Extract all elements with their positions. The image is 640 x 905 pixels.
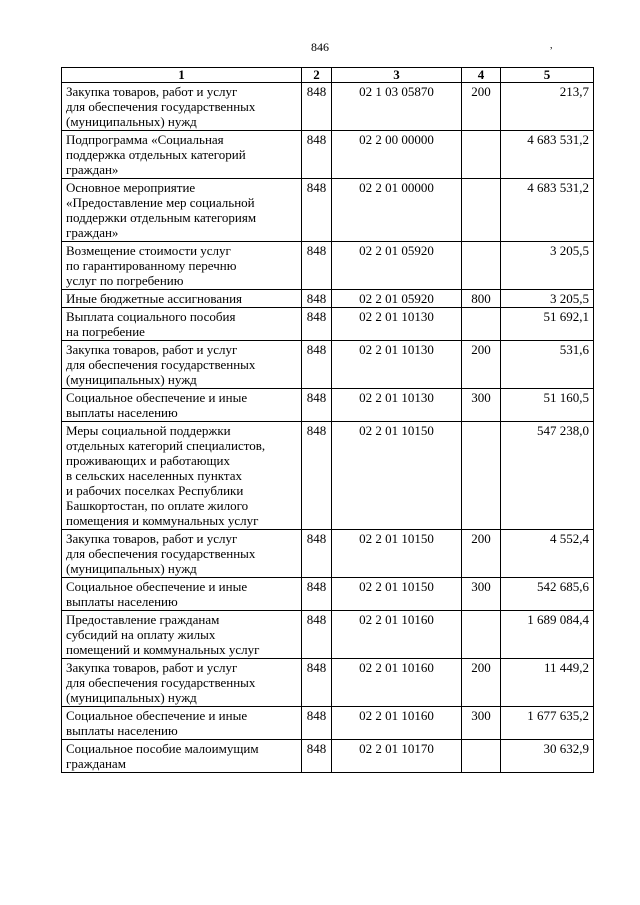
row-admin-code-cell: 848 (302, 578, 332, 611)
row-name-cell: Социальное обеспечение и иные выплаты населению (62, 707, 302, 740)
row-amount-cell: 51 160,5 (501, 389, 594, 422)
row-amount-cell: 3 205,5 (501, 290, 594, 308)
row-expense-type-cell: 300 (462, 578, 501, 611)
row-amount-cell: 547 238,0 (501, 422, 594, 530)
row-admin-code-cell: 848 (302, 131, 332, 179)
row-name-cell: Закупка товаров, работ и услуг для обеспечения государственных (муниципальных) нужд (62, 530, 302, 578)
row-target-code-cell: 02 2 01 00000 (332, 179, 462, 242)
table-row (62, 308, 594, 341)
row-expense-type-cell: 200 (462, 659, 501, 707)
row-admin-code-cell: 848 (302, 389, 332, 422)
row-target-code-cell: 02 2 01 10150 (332, 422, 462, 530)
row-expense-type-cell: 800 (462, 290, 501, 308)
row-expense-type-cell (462, 740, 501, 773)
table-row (62, 422, 594, 530)
column-header-2: 2 (302, 68, 332, 83)
row-name-cell: Иные бюджетные ассигнования (62, 290, 302, 308)
row-amount-cell: 531,6 (501, 341, 594, 389)
row-expense-type-cell (462, 179, 501, 242)
table-row (62, 659, 594, 707)
row-name-cell: Предоставление гражданам субсидий на оплату жилых помещений и коммунальных услуг (62, 611, 302, 659)
row-name-cell: Подпрограмма «Социальная поддержка отдельных категорий граждан» (62, 131, 302, 179)
row-admin-code-cell: 848 (302, 290, 332, 308)
row-expense-type-cell (462, 308, 501, 341)
table-body (62, 83, 594, 773)
row-target-code-cell: 02 2 01 10160 (332, 659, 462, 707)
table-row (62, 83, 594, 131)
row-expense-type-cell: 300 (462, 707, 501, 740)
row-expense-type-cell (462, 131, 501, 179)
row-admin-code-cell: 848 (302, 707, 332, 740)
row-amount-cell: 1 689 084,4 (501, 611, 594, 659)
row-target-code-cell: 02 2 01 05920 (332, 242, 462, 290)
row-expense-type-cell (462, 242, 501, 290)
row-name-cell: Возмещение стоимости услуг по гарантированному перечню услуг по погребению (62, 242, 302, 290)
row-expense-type-cell: 200 (462, 83, 501, 131)
row-admin-code-cell: 848 (302, 740, 332, 773)
table-row (62, 740, 594, 773)
row-target-code-cell: 02 2 01 10150 (332, 530, 462, 578)
row-expense-type-cell: 200 (462, 341, 501, 389)
row-amount-cell: 11 449,2 (501, 659, 594, 707)
row-expense-type-cell (462, 422, 501, 530)
row-amount-cell: 542 685,6 (501, 578, 594, 611)
column-header-3: 3 (332, 68, 462, 83)
row-target-code-cell: 02 2 01 10160 (332, 611, 462, 659)
row-target-code-cell: 02 2 00 00000 (332, 131, 462, 179)
row-name-cell: Закупка товаров, работ и услуг для обеспечения государственных (муниципальных) нужд (62, 83, 302, 131)
table-row (62, 131, 594, 179)
row-target-code-cell: 02 1 03 05870 (332, 83, 462, 131)
row-name-cell: Социальное обеспечение и иные выплаты населению (62, 578, 302, 611)
table-row (62, 290, 594, 308)
page-number: 846 (311, 40, 329, 54)
row-name-cell: Меры социальной поддержки отдельных категорий специалистов, проживающих и работающих в сельских населенных пунктах и рабочих поселках Республики Башкортостан, по оплате жилого помещения и коммунальных услуг (62, 422, 302, 530)
table-row (62, 707, 594, 740)
row-target-code-cell: 02 2 01 05920 (332, 290, 462, 308)
row-admin-code-cell: 848 (302, 422, 332, 530)
table-row (62, 389, 594, 422)
row-admin-code-cell: 848 (302, 611, 332, 659)
row-amount-cell: 4 683 531,2 (501, 131, 594, 179)
budget-table (61, 67, 594, 773)
row-amount-cell: 1 677 635,2 (501, 707, 594, 740)
row-admin-code-cell: 848 (302, 83, 332, 131)
row-expense-type-cell: 300 (462, 389, 501, 422)
row-target-code-cell: 02 2 01 10130 (332, 308, 462, 341)
table-row (62, 611, 594, 659)
table-row (62, 578, 594, 611)
row-name-cell: Социальное пособие малоимущим гражданам (62, 740, 302, 773)
table-row (62, 179, 594, 242)
table-header-row (62, 68, 594, 83)
row-admin-code-cell: 848 (302, 341, 332, 389)
row-admin-code-cell: 848 (302, 242, 332, 290)
row-amount-cell: 4 552,4 (501, 530, 594, 578)
table-row (62, 341, 594, 389)
row-admin-code-cell: 848 (302, 308, 332, 341)
row-target-code-cell: 02 2 01 10130 (332, 341, 462, 389)
row-name-cell: Закупка товаров, работ и услуг для обеспечения государственных (муниципальных) нужд (62, 341, 302, 389)
row-name-cell: Закупка товаров, работ и услуг для обеспечения государственных (муниципальных) нужд (62, 659, 302, 707)
column-header-4: 4 (462, 68, 501, 83)
row-admin-code-cell: 848 (302, 179, 332, 242)
row-amount-cell: 3 205,5 (501, 242, 594, 290)
row-target-code-cell: 02 2 01 10160 (332, 707, 462, 740)
table-row (62, 242, 594, 290)
row-name-cell: Социальное обеспечение и иные выплаты населению (62, 389, 302, 422)
page-mark: , (550, 40, 553, 51)
column-header-5: 5 (501, 68, 594, 83)
row-target-code-cell: 02 2 01 10150 (332, 578, 462, 611)
row-target-code-cell: 02 2 01 10130 (332, 389, 462, 422)
row-amount-cell: 30 632,9 (501, 740, 594, 773)
row-admin-code-cell: 848 (302, 659, 332, 707)
row-amount-cell: 213,7 (501, 83, 594, 131)
row-amount-cell: 4 683 531,2 (501, 179, 594, 242)
row-name-cell: Выплата социального пособия на погребение (62, 308, 302, 341)
row-expense-type-cell: 200 (462, 530, 501, 578)
column-header-1: 1 (62, 68, 302, 83)
row-target-code-cell: 02 2 01 10170 (332, 740, 462, 773)
row-admin-code-cell: 848 (302, 530, 332, 578)
table-row (62, 530, 594, 578)
row-expense-type-cell (462, 611, 501, 659)
row-name-cell: Основное мероприятие «Предоставление мер социальной поддержки отдельным категориям граждан» (62, 179, 302, 242)
row-amount-cell: 51 692,1 (501, 308, 594, 341)
